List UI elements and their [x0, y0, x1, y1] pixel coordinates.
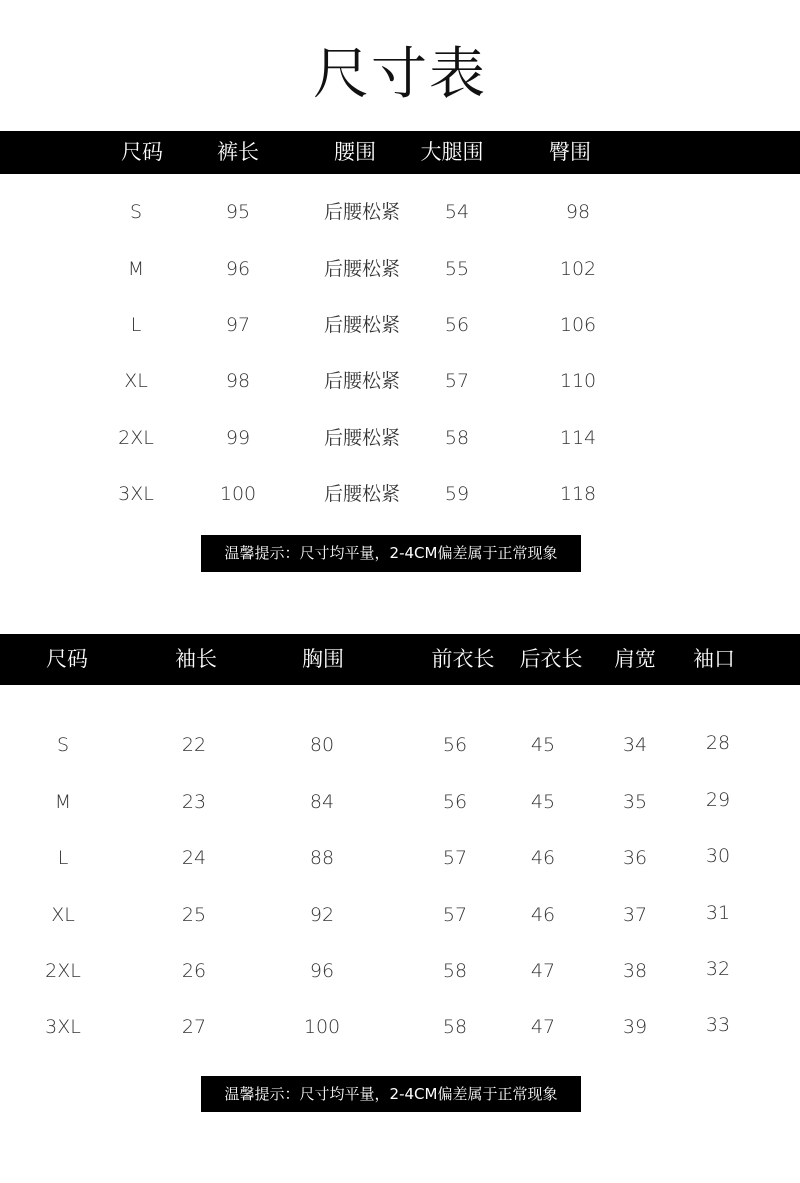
- cell-front-length: 56: [442, 734, 468, 756]
- table-row: [0, 725, 800, 765]
- header-chest: 胸围: [302, 647, 344, 671]
- cell-shoulder: 38: [622, 960, 648, 982]
- cell-size: 3XL: [118, 483, 154, 505]
- measurement-tip: 温馨提示：尺寸均平量，2-4CM偏差属于正常现象: [201, 1076, 581, 1112]
- table-row: [0, 474, 800, 514]
- pants-table-header: [0, 131, 800, 174]
- cell-thigh: 56: [444, 314, 470, 336]
- cell-shoulder: 37: [622, 904, 648, 926]
- cell-front-length: 58: [442, 960, 468, 982]
- cell-front-length: 56: [442, 791, 468, 813]
- table-row: [0, 418, 800, 458]
- cell-pants-length: 99: [225, 427, 251, 449]
- table-row: [0, 305, 800, 345]
- table-row: [0, 838, 800, 878]
- cell-thigh: 57: [444, 370, 470, 392]
- cell-back-length: 45: [530, 734, 556, 756]
- cell-shoulder: 39: [622, 1016, 648, 1038]
- cell-back-length: 45: [530, 791, 556, 813]
- cell-thigh: 59: [444, 483, 470, 505]
- cell-cuff: 32: [705, 958, 731, 980]
- cell-size: L: [57, 847, 69, 869]
- cell-sleeve-length: 24: [181, 847, 207, 869]
- cell-back-length: 46: [530, 847, 556, 869]
- cell-hip: 114: [559, 427, 597, 449]
- cell-waist: 后腰松紧: [323, 483, 401, 505]
- cell-front-length: 57: [442, 847, 468, 869]
- cell-cuff: 33: [705, 1014, 731, 1036]
- cell-sleeve-length: 23: [181, 791, 207, 813]
- table-row: [0, 895, 800, 935]
- cell-sleeve-length: 22: [181, 734, 207, 756]
- header-size: 尺码: [121, 140, 163, 164]
- header-cuff: 袖口: [693, 647, 735, 671]
- table-row: [0, 192, 800, 232]
- cell-size: 2XL: [45, 960, 81, 982]
- top-table-header: [0, 634, 800, 685]
- cell-size: S: [56, 734, 70, 756]
- cell-hip: 110: [559, 370, 597, 392]
- cell-shoulder: 35: [622, 791, 648, 813]
- cell-thigh: 58: [444, 427, 470, 449]
- header-shoulder: 肩宽: [614, 647, 656, 671]
- table-row: [0, 951, 800, 991]
- cell-size: 2XL: [118, 427, 154, 449]
- cell-shoulder: 36: [622, 847, 648, 869]
- cell-size: S: [129, 201, 143, 223]
- table-row: [0, 782, 800, 822]
- cell-sleeve-length: 25: [181, 904, 207, 926]
- cell-chest: 84: [309, 791, 335, 813]
- cell-size: M: [54, 791, 72, 813]
- cell-pants-length: 95: [225, 201, 251, 223]
- cell-pants-length: 98: [225, 370, 251, 392]
- table-row: [0, 1007, 800, 1047]
- cell-pants-length: 100: [219, 483, 257, 505]
- cell-size: L: [130, 314, 142, 336]
- table-row: [0, 249, 800, 289]
- header-pants-length: 裤长: [217, 140, 259, 164]
- header-waist: 腰围: [334, 140, 376, 164]
- header-back-length: 后衣长: [519, 647, 583, 671]
- cell-hip: 98: [565, 201, 591, 223]
- page-title: 尺寸表: [313, 42, 487, 107]
- header-front-length: 前衣长: [431, 647, 495, 671]
- cell-size: XL: [51, 904, 75, 926]
- cell-cuff: 29: [705, 789, 731, 811]
- cell-thigh: 55: [444, 258, 470, 280]
- cell-waist: 后腰松紧: [323, 427, 401, 449]
- header-sleeve-length: 袖长: [175, 647, 217, 671]
- header-hip: 臀围: [549, 140, 591, 164]
- cell-waist: 后腰松紧: [323, 370, 401, 392]
- cell-thigh: 54: [444, 201, 470, 223]
- cell-sleeve-length: 26: [181, 960, 207, 982]
- cell-chest: 80: [309, 734, 335, 756]
- cell-size: XL: [124, 370, 148, 392]
- header-thigh: 大腿围: [420, 140, 484, 164]
- cell-shoulder: 34: [622, 734, 648, 756]
- cell-size: M: [127, 258, 145, 280]
- measurement-tip: 温馨提示：尺寸均平量，2-4CM偏差属于正常现象: [201, 535, 581, 572]
- cell-sleeve-length: 27: [181, 1016, 207, 1038]
- cell-back-length: 47: [530, 960, 556, 982]
- cell-chest: 92: [309, 904, 335, 926]
- cell-cuff: 31: [705, 902, 731, 924]
- cell-waist: 后腰松紧: [323, 314, 401, 336]
- cell-hip: 118: [559, 483, 597, 505]
- cell-size: 3XL: [45, 1016, 81, 1038]
- cell-waist: 后腰松紧: [323, 201, 401, 223]
- cell-chest: 88: [309, 847, 335, 869]
- cell-cuff: 30: [705, 845, 731, 867]
- header-size: 尺码: [46, 647, 88, 671]
- cell-chest: 100: [303, 1016, 341, 1038]
- cell-hip: 106: [559, 314, 597, 336]
- cell-waist: 后腰松紧: [323, 258, 401, 280]
- cell-back-length: 46: [530, 904, 556, 926]
- table-row: [0, 361, 800, 401]
- cell-cuff: 28: [705, 732, 731, 754]
- cell-pants-length: 97: [225, 314, 251, 336]
- cell-pants-length: 96: [225, 258, 251, 280]
- cell-front-length: 58: [442, 1016, 468, 1038]
- cell-hip: 102: [559, 258, 597, 280]
- cell-chest: 96: [309, 960, 335, 982]
- cell-back-length: 47: [530, 1016, 556, 1038]
- cell-front-length: 57: [442, 904, 468, 926]
